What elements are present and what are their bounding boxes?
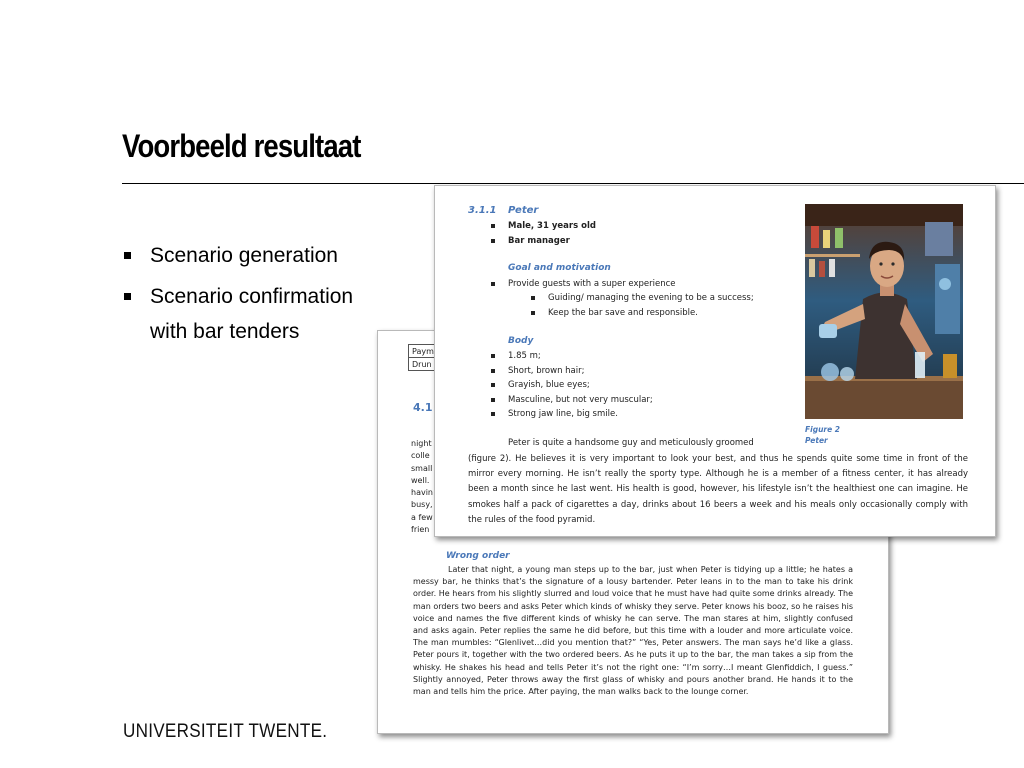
- fragment-line: havin: [411, 488, 433, 498]
- fragment-line: small: [411, 463, 433, 473]
- bullet-text: Scenario confirmation with bar tenders: [150, 285, 354, 343]
- list-item: Bar manager: [491, 234, 596, 249]
- fragment-line: busy,: [411, 500, 433, 510]
- section-number: 4.1: [413, 401, 433, 414]
- goal-list: [491, 277, 676, 292]
- table-cell: Paym: [409, 345, 438, 358]
- bullet-item: [122, 279, 402, 349]
- list-item: Strong jaw line, big smile.: [491, 407, 653, 422]
- fragment-line: a few: [411, 512, 433, 522]
- section-number: 3.1.1: [468, 205, 497, 216]
- list-item: Keep the bar save and responsible.: [531, 306, 754, 321]
- bullet-text: Scenario generation: [150, 244, 338, 267]
- list-item: Guiding/ managing the evening to be a success;: [531, 291, 754, 306]
- goal-sublist: [531, 291, 754, 320]
- list-item: Male, 31 years old: [491, 219, 596, 234]
- intro-line: Peter is quite a handsome guy and meticulously groomed: [508, 438, 754, 448]
- list-item: Short, brown hair;: [491, 364, 653, 379]
- figure-caption-line: Figure 2: [805, 425, 841, 434]
- title-divider: [122, 183, 1024, 184]
- fragment-line: frien: [411, 525, 430, 535]
- persona-photo: [805, 204, 963, 419]
- subsection-heading: Wrong order: [446, 551, 510, 561]
- persona-paragraph: (figure 2). He believes it is very important to look your best, and thus he spends quite some time in front of the mirror every morning. He isn’t really the sporty type. Although he is a member of a fitness center, it has already been a month since he last went. His health is good, however, his lifestyle isn’t the healthiest one can imagine. He smokes half a pack of cigarettes a day, drinks about 16 beers a week and his meals only occasionally comply with the rules of the food pyramid.: [468, 454, 968, 525]
- list-item: 1.85 m;: [491, 349, 653, 364]
- paragraph-text: Later that night, a young man steps up to the bar, just when Peter is tidying up a little; he hates a messy bar, he thinks that’s the signature of a lousy bartender. Peter leans in to the man to take his drink order. He hears from his slightly slurred and loud voice that he must have had quite some drinks already. The man orders two beers and asks Peter which kinds of whisky they serve. Peter knows his booz, so he raises his voice and names the five different kinds of whisky he can serve. The man stares at him, slightly confused and asks again. Peter replies the same he did before, but this time with a louder and more articulate voice. The man mumbles: “Glenlivet…did you mention that?” “Yes, Peter answers. The man says he’d like a glass. Peter pours it, together with the two ordered beers. As he puts it up to the bar, the man takes a sip from the whisky. He shakes his head and tells Peter it’s not the right one: “I’m sorry…I meant Glenfiddich, I guess.” Slightly annoyed, Peter throws away the first glass of whisky and pours another brand. He hands it to the man and tells him the price. After paying, the man walks back to the lounge corner.: [413, 565, 853, 697]
- bartender-photo-illustration: [805, 204, 963, 419]
- body-list: [491, 349, 653, 422]
- list-item: Masculine, but not very muscular;: [491, 393, 653, 408]
- cropped-text-fragments: [411, 438, 433, 536]
- square-bullet-icon: [124, 293, 131, 300]
- fragment-line: night: [411, 439, 432, 448]
- document-page-front: [434, 185, 996, 537]
- fragment-line: colle: [411, 451, 430, 461]
- list-item: Grayish, blue eyes;: [491, 378, 653, 393]
- body-heading: Body: [508, 336, 534, 346]
- figure-caption: [805, 424, 840, 446]
- scenario-paragraph: [413, 564, 853, 698]
- bullet-item: [122, 238, 402, 273]
- university-logo: UNIVERSITEIT TWENTE.: [123, 721, 328, 742]
- slide-title: Voorbeeld resultaat: [122, 128, 361, 164]
- list-item: Provide guests with a super experience: [491, 277, 676, 292]
- persona-name: Peter: [508, 205, 539, 216]
- figure-caption-line: Peter: [805, 436, 828, 445]
- square-bullet-icon: [124, 252, 131, 259]
- table-cell: Drun: [409, 358, 438, 371]
- goal-heading: Goal and motivation: [508, 263, 611, 273]
- fragment-line: well.: [411, 475, 430, 485]
- bullet-list: [122, 238, 402, 355]
- persona-facts: [491, 219, 596, 248]
